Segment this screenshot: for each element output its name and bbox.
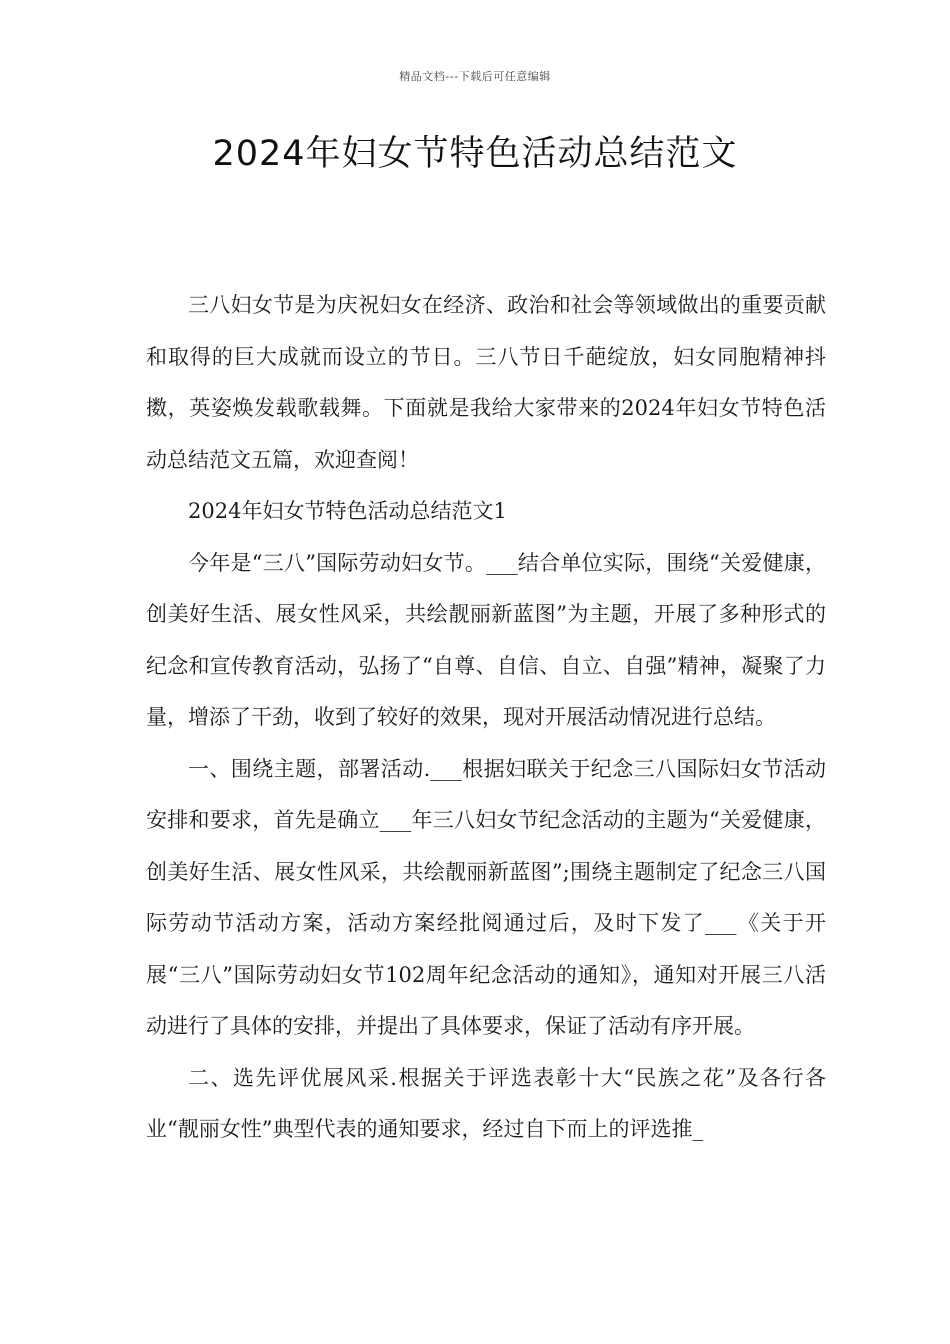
paragraph-intro: 三八妇女节是为庆祝妇女在经济、政治和社会等领域做出的重要贡献和取得的巨大成就而设立的节日。三八节日千葩绽放，妇女同胞精神抖擞，英姿焕发载歌载舞。下面就是我给大家带来的2024年妇女节特色活动总结范文五篇，欢迎查阅！: [146, 293, 826, 472]
document-title: 2024年妇女节特色活动总结范文: [212, 134, 738, 174]
paragraph-subtitle: 2024年妇女节特色活动总结范文1: [188, 499, 507, 523]
paragraph-overview: 今年是“三八”国际劳动妇女节。___结合单位实际，围绕“关爱健康，创美好生活、展女性风采，共绘靓丽新蓝图”为主题，开展了多种形式的纪念和宣传教育活动，弘扬了“自尊、自信、自立、自强”精神，凝聚了力量，增添了干劲，收到了较好的效果，现对开展活动情况进行总结。: [146, 550, 826, 729]
document-body: [146, 280, 826, 1156]
paragraph-section-2: 二、选先评优展风采.根据关于评选表彰十大“民族之花”及各行各业“靓丽女性”典型代表的通知要求，经过自下而上的评选推_: [146, 1065, 826, 1141]
paragraph-section-1: 一、围绕主题，部署活动.___根据妇联关于纪念三八国际妇女节活动安排和要求，首先是确立___年三八妇女节纪念活动的主题为“关爱健康，创美好生活、展女性风采，共绘靓丽新蓝图”;围绕主题制定了纪念三八国际劳动节活动方案，活动方案经批阅通过后，及时下发了___《关于开展“三八”国际劳动妇女节102周年纪念活动的通知》，通知对开展三八活动进行了具体的安排，并提出了具体要求，保证了活动有序开展。: [146, 756, 826, 1038]
header-note: 精品文档---下载后可任意编辑: [399, 70, 551, 83]
